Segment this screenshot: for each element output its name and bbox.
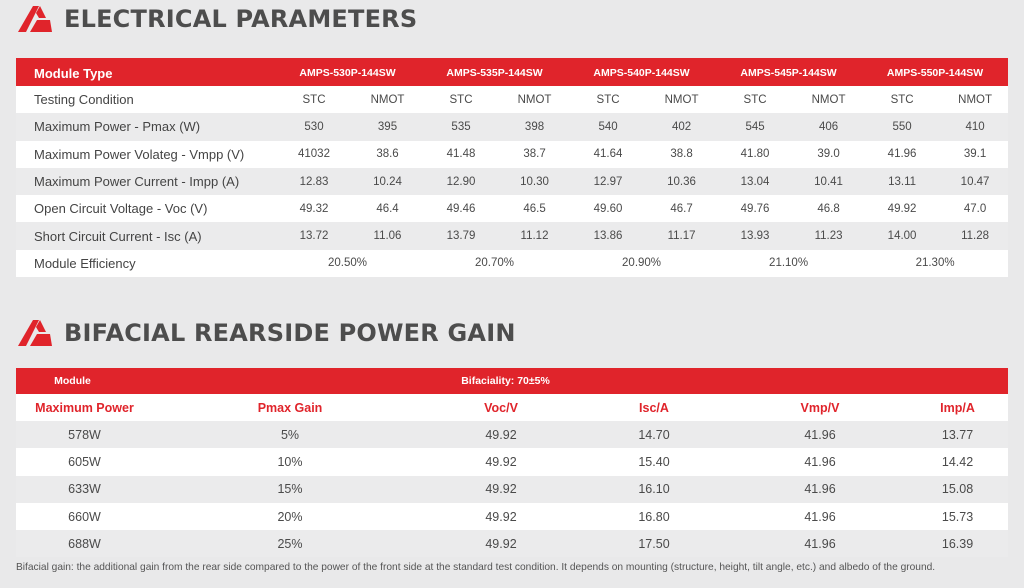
cell-value: 49.32: [299, 202, 329, 215]
cell-value: 41.96: [887, 148, 917, 161]
cell-value: 46.5: [523, 202, 546, 215]
cell-value: 13.79: [446, 230, 476, 243]
cell-value: 540: [598, 120, 618, 133]
column-header: Voc/V: [427, 394, 575, 421]
row-label: Open Circuit Voltage - Voc (V): [34, 201, 208, 217]
cell-value: 39.1: [963, 148, 987, 161]
cell-value: 49.92: [485, 536, 517, 551]
cell-value: 11.17: [667, 230, 696, 243]
cell-value: 10.30: [520, 175, 549, 188]
cell-value: 410: [965, 120, 985, 133]
cell-value: 20%: [277, 509, 303, 524]
cell-value: 398: [524, 120, 545, 133]
bifacial-gain-table: [16, 368, 1008, 557]
cell-value: 11.23: [814, 230, 843, 243]
model-header: AMPS-535P-144SW: [446, 67, 543, 79]
model-header: AMPS-545P-144SW: [740, 67, 837, 79]
cell-value: 578W: [68, 427, 101, 442]
header-label: Module: [54, 375, 91, 387]
cell-value: 10%: [277, 454, 303, 469]
table-row: [16, 168, 1008, 195]
cell-value: 11.06: [373, 230, 402, 243]
cell-value: 25%: [277, 536, 303, 551]
footnote: Bifacial gain: the additional gain from the rear side compared to the power of the front side at the standard test condition. It depends on mounting (structure, height, tilt angle, etc.) and albedo of the ground.: [16, 562, 936, 573]
electrical-parameters-heading: [16, 4, 417, 34]
table-row: [16, 503, 1008, 530]
model-header: AMPS-530P-144SW: [299, 67, 396, 79]
cell-value: 10.41: [814, 175, 843, 188]
cell-value: 14.70: [638, 427, 670, 442]
cell-value: 46.4: [376, 202, 399, 215]
electrical-parameters-table: [16, 58, 1008, 277]
cell-value: STC: [743, 93, 767, 106]
cell-value: 535: [451, 120, 471, 133]
table-row: [16, 113, 1008, 140]
cell-value: 16.80: [638, 509, 670, 524]
cell-value: 10.47: [960, 175, 990, 188]
column-header: Isc/A: [575, 394, 733, 421]
cell-value: 16.10: [638, 482, 670, 497]
cell-value: 49.92: [485, 427, 517, 442]
row-label: Maximum Power Current - Impp (A): [34, 174, 240, 190]
cell-value: 17.50: [638, 536, 670, 551]
cell-value: 395: [377, 120, 398, 133]
cell-value: 15.40: [638, 454, 670, 469]
cell-value: 16.39: [941, 536, 974, 551]
cell-value: STC: [449, 93, 473, 106]
cell-value: 15.73: [941, 509, 974, 524]
cell-value: 41.64: [593, 148, 623, 161]
cell-value: 5%: [280, 427, 300, 442]
cell-value: NMOT: [811, 93, 846, 106]
table-row: [16, 86, 1008, 113]
cell-value: 41.80: [740, 148, 770, 161]
column-header: Pmax Gain: [153, 394, 427, 421]
efficiency-value: 20.90%: [622, 257, 662, 270]
cell-value: 49.46: [446, 202, 476, 215]
cell-value: 46.7: [670, 202, 693, 215]
cell-value: 688W: [68, 536, 101, 551]
cell-value: 530: [304, 120, 324, 133]
cell-value: 39.0: [817, 148, 840, 161]
row-label: Testing Condition: [34, 92, 134, 108]
cell-value: STC: [302, 93, 326, 106]
cell-value: NMOT: [664, 93, 699, 106]
cell-value: 660W: [68, 509, 101, 524]
cell-value: 11.12: [520, 230, 549, 243]
table-row: [16, 141, 1008, 168]
cell-value: NMOT: [517, 93, 552, 106]
row-label: Maximum Power - Pmax (W): [34, 119, 201, 135]
cell-value: 49.60: [593, 202, 623, 215]
cell-value: 41.48: [446, 148, 476, 161]
cell-value: 41.96: [804, 454, 836, 469]
efficiency-value: 21.10%: [769, 257, 809, 270]
cell-value: 15%: [277, 482, 303, 497]
cell-value: 41.96: [804, 536, 836, 551]
table-row: [16, 195, 1008, 222]
efficiency-value: 21.30%: [915, 257, 955, 270]
cell-value: 49.92: [485, 454, 517, 469]
cell-value: 49.76: [740, 202, 770, 215]
cell-value: 13.72: [299, 230, 329, 243]
row-label: Short Circuit Current - Isc (A): [34, 228, 202, 244]
model-header: AMPS-550P-144SW: [886, 67, 984, 79]
bifaciality-value: Bifaciality: 70±5%: [461, 375, 550, 387]
cell-value: 49.92: [887, 202, 917, 215]
cell-value: 46.8: [817, 202, 840, 215]
cell-value: 41032: [298, 148, 330, 161]
cell-value: 13.93: [740, 230, 770, 243]
bifacial-gain-heading: [16, 318, 516, 348]
efficiency-value: 20.50%: [328, 257, 368, 270]
column-header: Maximum Power: [16, 394, 153, 421]
row-label: Module Efficiency: [34, 255, 136, 271]
cell-value: 633W: [68, 482, 101, 497]
cell-value: 605W: [68, 454, 101, 469]
cell-value: NMOT: [370, 93, 405, 106]
table-row: [16, 530, 1008, 557]
efficiency-value: 20.70%: [475, 257, 515, 270]
cell-value: 11.28: [961, 230, 990, 243]
cell-value: 13.86: [593, 230, 623, 243]
row-label: Maximum Power Volateg - Vmpp (V): [34, 146, 245, 162]
cell-value: 406: [818, 120, 839, 133]
cell-value: 38.6: [376, 148, 399, 161]
table-row: [16, 448, 1008, 475]
table-row: [16, 476, 1008, 503]
table-row: [16, 222, 1008, 249]
cell-value: 41.96: [804, 509, 836, 524]
cell-value: 38.7: [523, 148, 546, 161]
cell-value: 41.96: [804, 427, 836, 442]
table-row: [16, 421, 1008, 448]
cell-value: 14.00: [887, 230, 917, 243]
header-label: Module Type: [34, 65, 113, 81]
cell-value: 550: [892, 120, 912, 133]
cell-value: 13.04: [740, 175, 770, 188]
cell-value: STC: [890, 93, 914, 106]
section-title: BIFACIAL REARSIDE POWER GAIN: [64, 319, 516, 347]
cell-value: STC: [596, 93, 620, 106]
model-header: AMPS-540P-144SW: [593, 67, 690, 79]
column-header-row: [16, 394, 1008, 421]
table-row: [16, 250, 1008, 277]
cell-value: 10.24: [373, 175, 402, 188]
column-header: Imp/A: [907, 394, 1008, 421]
cell-value: 12.83: [299, 175, 329, 188]
cell-value: 41.96: [804, 482, 836, 497]
brand-logo-icon: [16, 4, 54, 34]
section-title: ELECTRICAL PARAMETERS: [64, 5, 418, 33]
table-header-row: [16, 58, 1008, 86]
cell-value: 12.90: [446, 175, 476, 188]
cell-value: 14.42: [941, 454, 974, 469]
cell-value: 12.97: [593, 175, 623, 188]
cell-value: 13.77: [941, 427, 974, 442]
cell-value: 47.0: [963, 202, 987, 215]
column-header: Vmp/V: [733, 394, 907, 421]
cell-value: 49.92: [485, 482, 517, 497]
cell-value: 10.36: [667, 175, 696, 188]
cell-value: 49.92: [485, 509, 517, 524]
cell-value: NMOT: [958, 93, 992, 106]
cell-value: 15.08: [941, 482, 974, 497]
cell-value: 402: [671, 120, 692, 133]
table-header-row: [16, 368, 1008, 394]
cell-value: 13.11: [888, 175, 917, 188]
brand-logo-icon: [16, 318, 54, 348]
cell-value: 545: [745, 120, 765, 133]
cell-value: 38.8: [670, 148, 693, 161]
